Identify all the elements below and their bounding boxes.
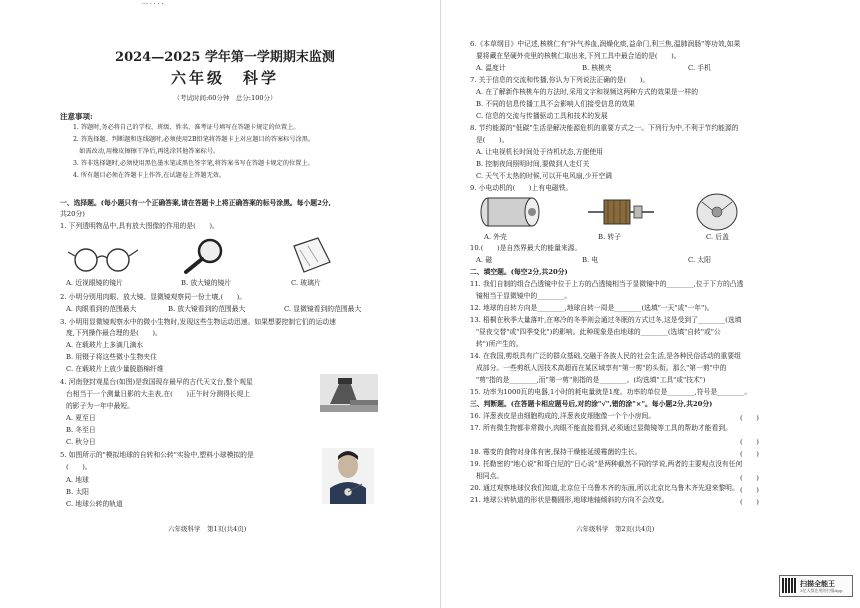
- motor-shell-image: [476, 194, 546, 230]
- question-text-line: 1. 下列透明物品中,具有放大图像的作用的是( )。: [60, 222, 219, 230]
- question-text-line: 11. 我们自制的组合凸透镜中位于上方的凸透镜相当于显微镜中的________,位于下方的凸透: [470, 280, 744, 288]
- question-text-line: A. 让电视机长时间处于待机状态,方便使用: [476, 148, 603, 156]
- question-text-line: 19. 托勒密的"地心说"和哥白尼的"日心说"是两种截然不同的学说,两者的主要观点没有任何: [470, 460, 743, 468]
- note-line: 1. 答题时,务必将自己的学校、班级、姓名、准考证号填写在答题卡规定的位置上。: [73, 124, 300, 131]
- glass-pane-icon: [288, 236, 334, 276]
- note-line: 3. 答非选择题时,必须使用黑色墨水笔或黑色签字笔,将答案书写在答题卡规定的位置上。: [73, 160, 314, 167]
- question-text-line: C. 地球公转的轨道: [66, 500, 123, 508]
- question-text-line: B. 电: [582, 256, 599, 264]
- question-text-line: 5. 如图所示的"模拟地球的自转和公转"实验中,塑料小球模拟的是: [60, 451, 254, 459]
- exam-title: 2024—2025 学年第一学期期末监测: [115, 50, 335, 65]
- question-text-line: C. 在载玻片上放少量脱脂棉纤维: [66, 365, 164, 373]
- answer-paren: ( ): [740, 414, 759, 422]
- question-text-line: B. 不同的信息传播工具不会影响人们接受信息的效果: [476, 100, 635, 108]
- answer-paren: ( ): [740, 474, 759, 482]
- question-text-line: A. 磁: [476, 256, 493, 264]
- question-text-line: B. 冬至日: [66, 426, 96, 434]
- question-text-line: C. 玻璃片: [291, 279, 321, 287]
- question-text-line: 是( )。: [476, 136, 509, 144]
- question-text-line: 6.《本草纲目》中记述,核桃仁有"补气养血,润燥化痰,益命门,利三焦,温肺润肠"等功效,如果: [470, 40, 741, 48]
- observatory-image: [320, 374, 378, 412]
- question-text-line: 10.( )是自然界最大的能量来源。: [470, 244, 582, 252]
- question-text-line: 镜相当于显微镜中的________。: [476, 292, 572, 300]
- question-text-line: A. 地球: [66, 476, 89, 484]
- question-text-line: A. 外壳: [484, 233, 507, 241]
- note-line: 2. 答选择题、判断题和连线题时,必须使用2B铅笔将答题卡上对应题目的答案标号涂黑。: [73, 136, 315, 143]
- question-text-line: 20. 通过观察地球仪我们知道,北京位于乌鲁木齐的东面,所以北京比乌鲁木齐先迎来黎明。: [470, 484, 739, 492]
- question-text-line: B. 控制夜间照明时间,要做到人走灯关: [476, 160, 590, 168]
- question-text-line: C. 显微镜看到的范围最大: [284, 305, 362, 313]
- scanner-badge: [779, 575, 853, 597]
- question-text-line: 18. 霉变的食物对身体有害,保持干燥能延缓霉菌的生长。: [470, 448, 642, 456]
- magnifier-icon: [180, 238, 230, 276]
- question-text-line: B. 放大镜看到的范围最大: [168, 305, 246, 313]
- question-text-line: C. 信息的交流与传播驱动工具和技术的发展: [476, 112, 608, 120]
- answer-paren: ( ): [740, 498, 759, 506]
- question-text-line: C. 天气不太热的时候,可以开电风扇,少开空调: [476, 172, 612, 180]
- question-text-line: "昼夜交替"或"四季变化")的影响。此种现象是由地球的________(选填"自转"或"公: [476, 328, 721, 336]
- question-text-line: 2. 小明分别用肉眼、放大镜、显微镜观察同一份土壤,( )。: [60, 293, 247, 301]
- answer-paren: ( ): [740, 450, 759, 458]
- question-text-line: A. 肉眼看到的范围最大: [66, 305, 137, 313]
- question-text-line: 21. 地球公转轨道的形状是椭圆形,地球地轴倾斜的方向不会改变。: [470, 496, 669, 504]
- question-text-line: 台相当于一个测量日影的大圭表,在( )正午时分测得长堤上: [66, 390, 251, 398]
- glasses-icon: [66, 244, 142, 274]
- question-text-line: 共20分): [60, 210, 85, 218]
- question-text-line: A. 温度计: [476, 64, 506, 72]
- qr-code-icon: [782, 578, 797, 593]
- question-text-line: B. 核桃夹: [582, 64, 612, 72]
- page-right: [440, 0, 860, 608]
- badge-title: 扫描全能王: [800, 579, 835, 588]
- question-text-line: A. 近视眼镜的镜片: [66, 279, 123, 287]
- question-text-line: 8. 节约能源的"低碳"生活是解决能源危机的重要方式之一。下列行为中,不利于节约能源的: [470, 124, 739, 132]
- question-text-line: 13. 梧桐在秋季大量落叶,在寒冷的冬季则会通过冬眠的方式过冬,这是受到了________(选填: [470, 316, 742, 324]
- question-text-line: 的影子为一年中最短。: [66, 402, 134, 410]
- question-text-line: 3. 小明用显微镜观察水中的微小生物时,发现这些生物运动迅速。如果想要控制它们的运动速: [60, 318, 336, 326]
- question-text-line: A. 夏至日: [66, 414, 96, 422]
- question-text-line: "剪"指的是________,而"第一剪"则指的是________。(均选填"工具"或"技术"): [476, 376, 706, 384]
- notes-heading: 注意事项:: [60, 112, 93, 121]
- question-text-line: 7. 关于信息的交流和传播,你认为下列说法正确的是( )。: [470, 76, 650, 84]
- motor-rotor-image: [586, 192, 656, 232]
- answer-paren: ( ): [740, 486, 759, 494]
- question-text-line: 17. 所有微生物都非常微小,肉眼不能直接看到,必须通过显微镜等工具的帮助才能看到。: [470, 424, 732, 432]
- question-text-line: 三、判断题。(在答题卡相应题号后,对的涂"√",错的涂"×"。每小题2分,共20分): [470, 400, 713, 408]
- question-text-line: 14. 在我国,剪纸具有广泛的群众基础,交融于各族人民的社会生活,是各种民俗活动的重要组: [470, 352, 741, 360]
- footer-left: 六年级科学 第1页(共4页): [168, 525, 247, 533]
- note-line: 如需改动,用橡皮擦擦干净后,再选涂其他答案标号。: [73, 148, 220, 155]
- answer-paren: ( ): [740, 438, 759, 446]
- note-line: 4. 所有题目必须在答题卡上作答,在试题卷上答题无效。: [73, 172, 226, 179]
- exam-time-info: （考试时间:60分钟 总分:100分）: [173, 94, 277, 102]
- question-text-line: A. 在了解新作核桃车的方法时,采用文字和视频这两种方式的效果是一样的: [476, 88, 699, 96]
- footer-right: 六年级科学 第2页(共4页): [576, 525, 655, 533]
- question-text-line: A. 在载玻片上多滴几滴水: [66, 341, 144, 349]
- question-text-line: B. 太阳: [66, 488, 89, 496]
- question-text-line: 转")所产生的。: [476, 340, 523, 348]
- question-text-line: 一、选择题。(每小题只有一个正确答案,请在答题卡上将正确答案的标号涂黑。每小题2分,: [60, 199, 331, 207]
- question-text-line: B. 放大镜的镜片: [181, 279, 232, 287]
- question-text-line: 度,下列操作最合理的是( )。: [66, 329, 162, 337]
- question-text-line: 4. 河南登封观星台(如图)是我国现存最早的古代天文台,整个观星: [60, 378, 253, 386]
- badge-subtitle: 3亿人都在用的扫描App: [800, 588, 843, 593]
- question-text-line: C. 手机: [688, 64, 711, 72]
- question-text-line: C. 太阳: [688, 256, 711, 264]
- student-experiment-photo: [322, 448, 374, 504]
- question-text-line: 相同点。: [476, 472, 504, 480]
- question-text-line: ( )。: [66, 463, 92, 471]
- question-text-line: 成部分。一些剪纸人因技术高超而在某区域享有"第一剪"的头衔。那么"第一剪"中的: [476, 364, 727, 372]
- question-text-line: 12. 地球的自转方向是________,地球自转一周是________(选填"一天"或"一年")。: [470, 304, 714, 312]
- question-text-line: C. 秋分日: [66, 438, 96, 446]
- question-text-line: B. 用镊子将这些微小生物夹住: [66, 353, 157, 361]
- question-text-line: 9. 小电动机的( )上有电磁铁。: [470, 184, 573, 192]
- question-text-line: 要将藏在坚硬外壳里的核桃仁取出来,下列工具中最合适的是( )。: [476, 52, 681, 60]
- exam-subtitle: 六年级 科学: [170, 69, 279, 87]
- header-fragment: 一 · · · ·: [142, 1, 164, 8]
- question-text-line: 15. 功率为1000瓦的电器,1小时的耗电量就是1度。功率的单位是________,符号是________。: [470, 388, 752, 396]
- question-text-line: C. 后盖: [706, 233, 729, 241]
- question-text-line: B. 转子: [598, 233, 621, 241]
- question-text-line: 16. 洋葱表皮是由细胞构成的,洋葱表皮细胞像一个个小房间。: [470, 412, 656, 420]
- motor-back-cover-image: [692, 192, 742, 232]
- question-text-line: 二、填空题。(每空2分,共20分): [470, 268, 568, 276]
